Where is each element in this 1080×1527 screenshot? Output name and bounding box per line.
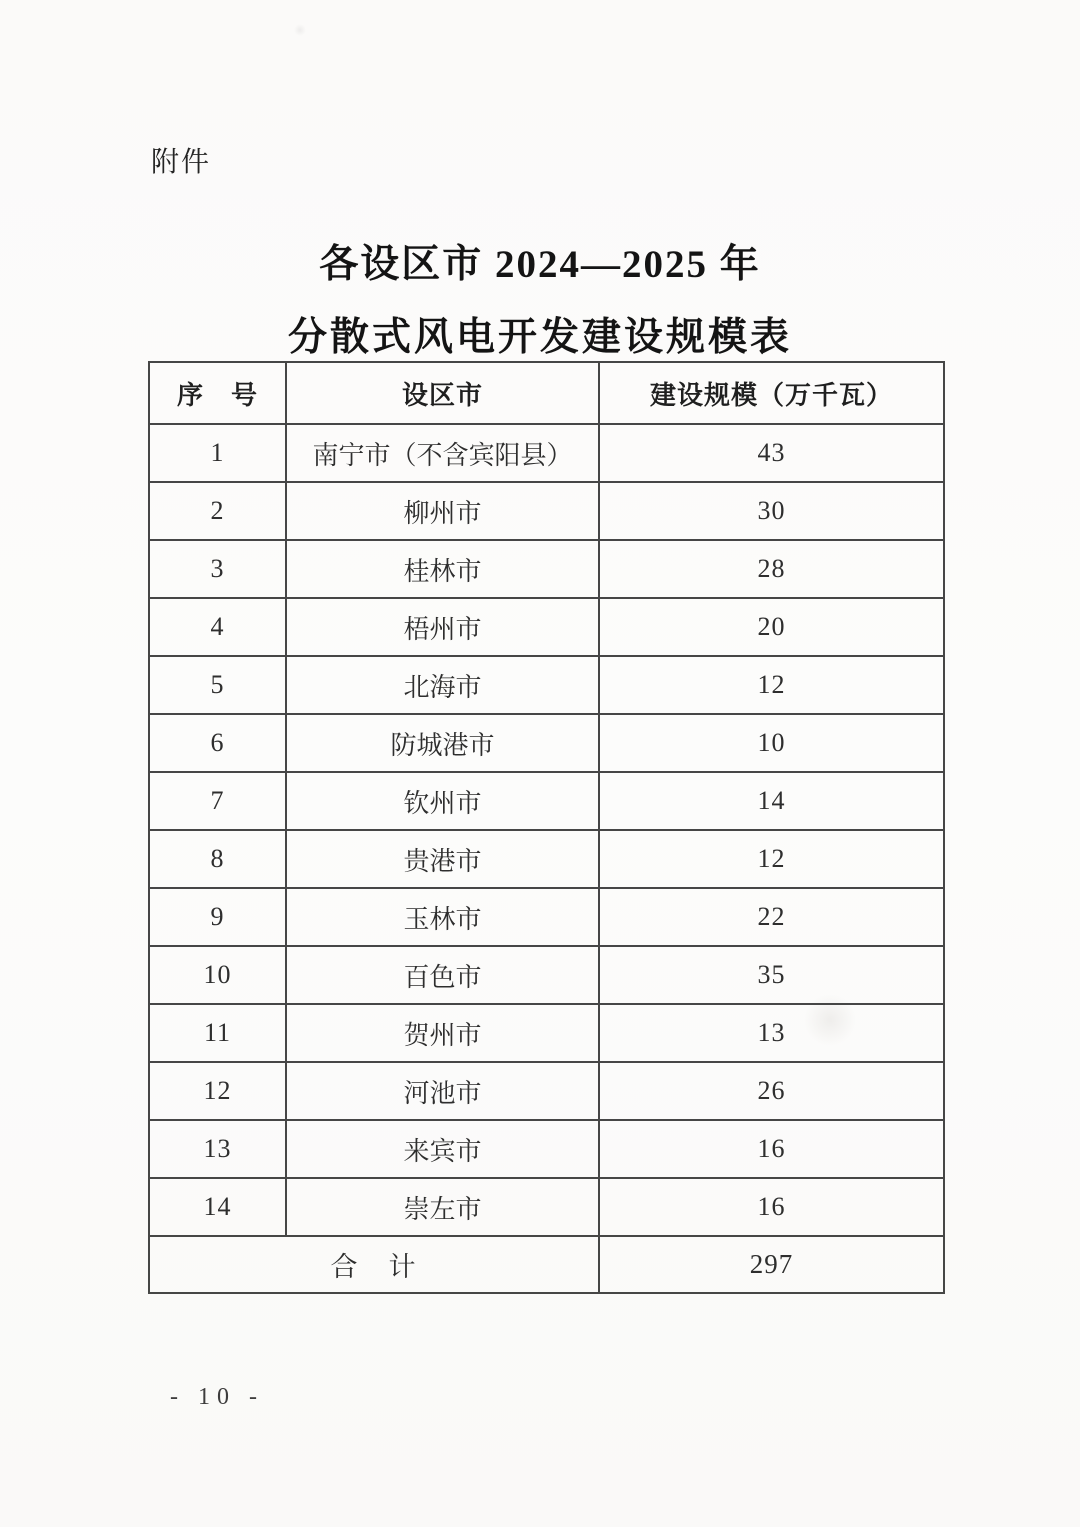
table-row — [149, 482, 944, 540]
cell-scale: 16 — [599, 1120, 944, 1178]
table-row — [149, 830, 944, 888]
cell-city: 防城港市 — [286, 714, 599, 772]
cell-city: 钦州市 — [286, 772, 599, 830]
cell-city: 百色市 — [286, 946, 599, 1004]
cell-city: 来宾市 — [286, 1120, 599, 1178]
cell-serial: 8 — [149, 830, 286, 888]
cell-scale: 20 — [599, 598, 944, 656]
table-row — [149, 714, 944, 772]
cell-serial: 4 — [149, 598, 286, 656]
cell-serial: 1 — [149, 424, 286, 482]
cell-city: 崇左市 — [286, 1178, 599, 1236]
cell-city: 南宁市（不含宾阳县） — [286, 424, 599, 482]
cell-city: 贵港市 — [286, 830, 599, 888]
cell-serial: 6 — [149, 714, 286, 772]
attachment-label: 附件 — [151, 147, 212, 178]
cell-scale: 28 — [599, 540, 944, 598]
table-row — [149, 772, 944, 830]
cell-scale: 13 — [599, 1004, 944, 1062]
cell-scale: 30 — [599, 482, 944, 540]
cell-city: 梧州市 — [286, 598, 599, 656]
cell-scale: 14 — [599, 772, 944, 830]
cell-serial: 7 — [149, 772, 286, 830]
cell-city: 桂林市 — [286, 540, 599, 598]
cell-scale: 10 — [599, 714, 944, 772]
table-total-row — [149, 1236, 944, 1293]
cell-serial: 14 — [149, 1178, 286, 1236]
table-row — [149, 946, 944, 1004]
table-header-row — [149, 362, 944, 424]
cell-city: 北海市 — [286, 656, 599, 714]
cell-serial: 11 — [149, 1004, 286, 1062]
document-title-line1: 各设区市 2024—2025 年 — [319, 243, 761, 286]
document-title-line2: 分散式风电开发建设规模表 — [287, 316, 792, 359]
table-row — [149, 1120, 944, 1178]
cell-serial: 5 — [149, 656, 286, 714]
cell-scale: 12 — [599, 656, 944, 714]
header-city: 设区市 — [286, 362, 599, 424]
cell-scale: 16 — [599, 1178, 944, 1236]
cell-scale: 43 — [599, 424, 944, 482]
cell-serial: 2 — [149, 482, 286, 540]
cell-serial: 10 — [149, 946, 286, 1004]
cell-serial: 3 — [149, 540, 286, 598]
cell-scale: 22 — [599, 888, 944, 946]
cell-city: 玉林市 — [286, 888, 599, 946]
cell-scale: 26 — [599, 1062, 944, 1120]
header-serial-number: 序 号 — [149, 362, 286, 424]
document-title — [0, 233, 1080, 362]
table-row — [149, 540, 944, 598]
table-row — [149, 424, 944, 482]
table-row — [149, 1178, 944, 1236]
cell-serial: 12 — [149, 1062, 286, 1120]
table-row — [149, 888, 944, 946]
table-row — [149, 656, 944, 714]
page-number: - 10 - — [170, 1384, 264, 1410]
cell-city: 贺州市 — [286, 1004, 599, 1062]
cell-city: 柳州市 — [286, 482, 599, 540]
table-row — [149, 598, 944, 656]
total-label: 合 计 — [149, 1236, 599, 1293]
table-row — [149, 1062, 944, 1120]
development-scale-table — [148, 361, 945, 1294]
cell-scale: 35 — [599, 946, 944, 1004]
table-row — [149, 1004, 944, 1062]
cell-serial: 9 — [149, 888, 286, 946]
cell-city: 河池市 — [286, 1062, 599, 1120]
header-scale: 建设规模（万千瓦） — [599, 362, 944, 424]
cell-serial: 13 — [149, 1120, 286, 1178]
cell-scale: 12 — [599, 830, 944, 888]
total-value: 297 — [599, 1236, 944, 1293]
